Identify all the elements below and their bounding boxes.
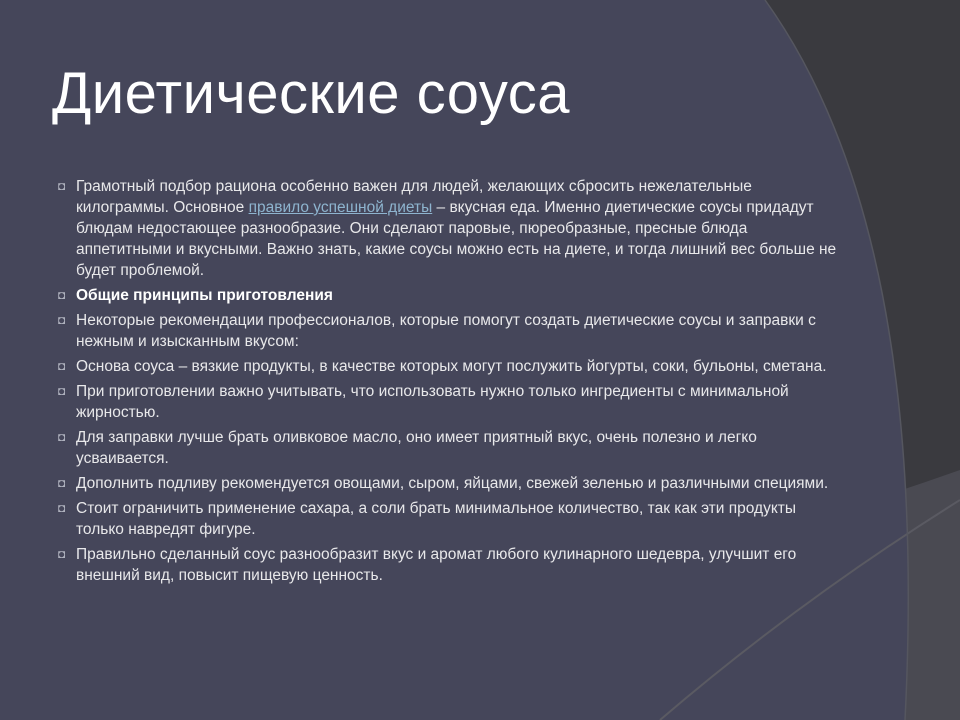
bullet-item (58, 544, 838, 586)
target-bullet-icon: ◘ (58, 288, 66, 302)
bullet-item (58, 356, 838, 377)
target-bullet-icon: ◘ (58, 313, 66, 327)
bullet-text: Стоит ограничить применение сахара, а соли брать минимальное количество, так как эти продукты только навредят фигуре. (76, 500, 797, 538)
bullet-text: Правильно сделанный соус разнообразит вкус и аромат любого кулинарного шедевра, улучшит его внешний вид, повысит пищевую ценность. (76, 546, 797, 584)
bullet-item (58, 427, 838, 469)
bullet-item (58, 498, 838, 540)
bullet-item (58, 473, 838, 494)
target-bullet-icon: ◘ (58, 179, 66, 193)
target-bullet-icon: ◘ (58, 501, 66, 515)
intro-text-after: – вкусная еда. Именно диетические соусы придадут блюдам недостающее разнообразие. Они сделают паровые, пюреобразные, пресные блюда аппетитными и вкусными. Важно знать, какие соусы можно есть на диете, и тогда лишний вес больше не будет проблемой. (76, 199, 837, 279)
target-bullet-icon: ◘ (58, 547, 66, 561)
target-bullet-icon: ◘ (58, 359, 66, 373)
bullet-text: Для заправки лучше брать оливковое масло, оно имеет приятный вкус, очень полезно и легко усваивается. (76, 429, 757, 467)
bullet-item-heading (58, 285, 838, 306)
target-bullet-icon: ◘ (58, 476, 66, 490)
diet-rule-link[interactable]: правило успешной диеты (248, 199, 433, 216)
bullet-text: При приготовлении важно учитывать, что использовать нужно только ингредиенты с минимальной жирностью. (76, 383, 789, 421)
slide-body (58, 176, 838, 590)
section-heading: Общие принципы приготовления (76, 287, 333, 304)
target-bullet-icon: ◘ (58, 384, 66, 398)
target-bullet-icon: ◘ (58, 430, 66, 444)
bullet-item (58, 310, 838, 352)
bullet-text: Основа соуса – вязкие продукты, в качестве которых могут послужить йогурты, соки, бульоны, сметана. (76, 358, 827, 375)
bullet-text: Дополнить подливу рекомендуется овощами, сыром, яйцами, свежей зеленью и различными специями. (76, 475, 829, 492)
bullet-text: Некоторые рекомендации профессионалов, которые помогут создать диетические соусы и заправки с нежным и изысканным вкусом: (76, 312, 816, 350)
bullet-item-intro (58, 176, 838, 281)
slide-title: Диетические соуса (52, 61, 570, 126)
intro-text-before: Грамотный подбор рациона особенно важен для людей, желающих сбросить нежелательные килограммы. Основное (76, 178, 752, 216)
bullet-item (58, 381, 838, 423)
